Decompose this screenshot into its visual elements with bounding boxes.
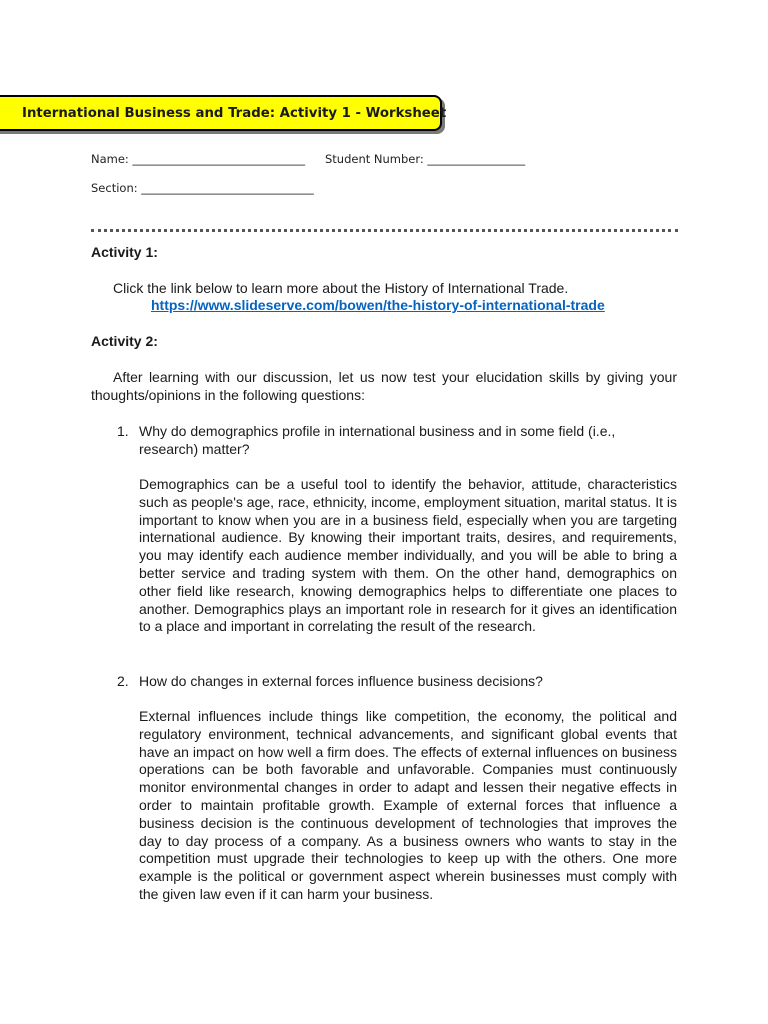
- history-trade-link[interactable]: https://www.slideserve.com/bowen/the-history-of-international-trade: [151, 297, 605, 313]
- question-1-answer: Demographics can be a useful tool to identify the behavior, attitude, characteristics such as people's age, race, ethnicity, income, employment situation, marital status. It is important to know when you are in a business field, especially when you are targeting international audience. By knowing their important traits, desires, and requirements, you may identify each audience member individually, and you will be able to bring a better service and trading system with them. On the other hand, demographics on other field like research, knowing demographics helps to differentiate one places to another. Demographics plays an important role in research for it gives an identification to a place and important in correlating the result of the research.: [139, 476, 677, 635]
- section-row: [91, 181, 314, 195]
- question-2-number: 2.: [117, 673, 129, 689]
- question-2-answer: External influences include things like competition, the economy, the political and regulatory environment, technical advancements, and significant global events that have an impact on how well a firm does. The effects of external influences on business operations can be both favorable and unfavorable. Companies must continuously monitor environmental changes in order to adapt and lessen their negative effects in order to maintain profitable growth. Example of external forces that influence a business decision is the continuous development of technologies that improves the day to day process of a company. As a business owners who wants to stay in the competition must upgrade their technologies to keep up with the others. One more example is the political or government aspect wherein businesses must comply with the given law even if it can harm your business.: [139, 708, 677, 902]
- activity1-heading: Activity 1:: [91, 244, 158, 260]
- worksheet-title: International Business and Trade: Activity 1 - Worksheet: [0, 95, 442, 131]
- name-field-label: Name: ______________________________: [91, 152, 305, 166]
- question-1-number: 1.: [117, 423, 129, 439]
- question-1-text: Why do demographics profile in international business and in some field (i.e., research) matter?: [139, 423, 616, 457]
- activity2-intro: After learning with our discussion, let us now test your elucidation skills by giving your thoughts/opinions in the following questions:: [91, 369, 677, 403]
- name-student-number-row: [91, 152, 525, 166]
- activity2-heading: Activity 2:: [91, 333, 158, 349]
- question-2-text: How do changes in external forces influence business decisions?: [139, 673, 543, 689]
- section-field-label: Section: ______________________________: [91, 181, 314, 195]
- student-number-field-label: Student Number: _________________: [324, 152, 526, 166]
- activity1-instruction: Click the link below to learn more about the History of International Trade.: [113, 280, 569, 296]
- separator-line: [91, 229, 678, 232]
